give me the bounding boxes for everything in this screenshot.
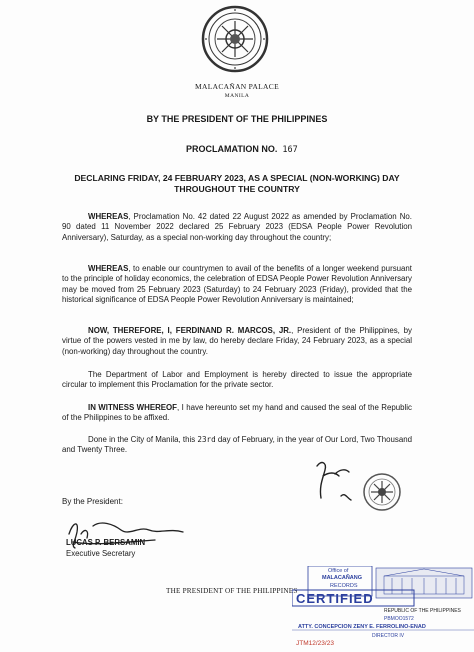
witness-paragraph bbox=[62, 403, 412, 424]
whereas-paragraph-1 bbox=[62, 212, 412, 243]
dole-paragraph bbox=[62, 370, 412, 391]
paragraph-text: , to enable our countrymen to avail of the benefits of a longer weekend pursuant to the principle of holiday economics, the celebration of EDSA People Power Revolution Anniversary may be moved from 25 February 2023 (Saturday) to 24 February 2023 (Friday), provided that the historical significance of EDSA People Power Revolution Anniversary is maintained; bbox=[62, 264, 412, 304]
stamp-republic: REPUBLIC OF THE PHILIPPINES bbox=[384, 608, 461, 614]
presidential-seal-icon bbox=[200, 4, 270, 74]
paragraph-text: day of February, in the year of Our Lord, Two Thousand and Twenty Three. bbox=[62, 435, 412, 455]
city-name: MANILA bbox=[224, 93, 250, 99]
stamp-records-code: PBMOO1572 bbox=[384, 616, 414, 622]
proclamation-number bbox=[186, 144, 298, 155]
signatory-name: LUCAS P. BERSAMIN bbox=[66, 538, 146, 547]
signatory-position: Executive Secretary bbox=[66, 549, 136, 558]
done-paragraph bbox=[62, 435, 412, 456]
witness-lead: IN WITNESS WHEREOF bbox=[88, 403, 177, 412]
now-therefore-lead: NOW, THEREFORE, I, FERDINAND R. MARCOS, JR. bbox=[88, 326, 292, 335]
paragraph-text: Done in the City of Manila, this bbox=[88, 435, 198, 444]
president-signature bbox=[305, 456, 365, 508]
stamp-officer: ATTY. CONCEPCION ZENY E. FERROLINO-ENAD bbox=[298, 624, 426, 630]
whereas-lead: WHEREAS bbox=[88, 212, 129, 221]
president-footer-line: THE PRESIDENT OF THE PHILIPPINES bbox=[166, 587, 298, 595]
embossed-seal-icon bbox=[362, 472, 402, 512]
stamp-certified: CERTIFIED bbox=[296, 591, 374, 606]
proclamation-title: DECLARING FRIDAY, 24 FEBRUARY 2023, AS A SPECIAL (NON-WORKING) DAY THROUGHOUT THE COUNTRY bbox=[74, 173, 400, 194]
stamp-office-line3: RECORDS bbox=[330, 583, 358, 589]
certification-stamp bbox=[292, 566, 474, 652]
authority-heading: BY THE PRESIDENT OF THE PHILIPPINES bbox=[146, 114, 328, 124]
paragraph-text: , Proclamation No. 42 dated 22 August 2022 as amended by Proclamation No. 90 dated 11 November 2022 declared 25 February 2023 (EDSA People Power Revolution Anniversary), Saturday, as a special non-working day throughout the country; bbox=[62, 212, 412, 242]
proclamation-number-value: 167 bbox=[282, 145, 298, 155]
whereas-paragraph-2 bbox=[62, 264, 412, 305]
stamp-officer-title: DIRECTOR IV bbox=[372, 633, 405, 639]
paragraph-text: , I have hereunto set my hand and caused the seal of the Republic of the Philippines to be affixed. bbox=[62, 403, 412, 423]
day-value: 23rd bbox=[197, 435, 216, 444]
paragraph-text: The Department of Labor and Employment is hereby directed to issue the appropriate circular to implement this Proclamation for the private sector. bbox=[62, 370, 412, 390]
by-the-president-label: By the President: bbox=[62, 497, 123, 506]
stamp-office-line1: Office of bbox=[328, 568, 349, 574]
paragraph-text: , President of the Philippines, by virtue of the powers vested in me by law, do hereby declare Friday, 24 February 2023, as a special (non-working) day throughout the country. bbox=[62, 326, 413, 356]
stamp-date-note: JTM12/23/23 bbox=[296, 640, 334, 647]
stamp-office-line2: MALACAÑANG bbox=[322, 575, 363, 581]
proclamation-label: PROCLAMATION NO. bbox=[186, 144, 278, 154]
now-therefore-paragraph bbox=[62, 326, 412, 357]
palace-name: MALACAÑAN PALACE bbox=[195, 82, 279, 91]
whereas-lead: WHEREAS bbox=[88, 264, 129, 273]
